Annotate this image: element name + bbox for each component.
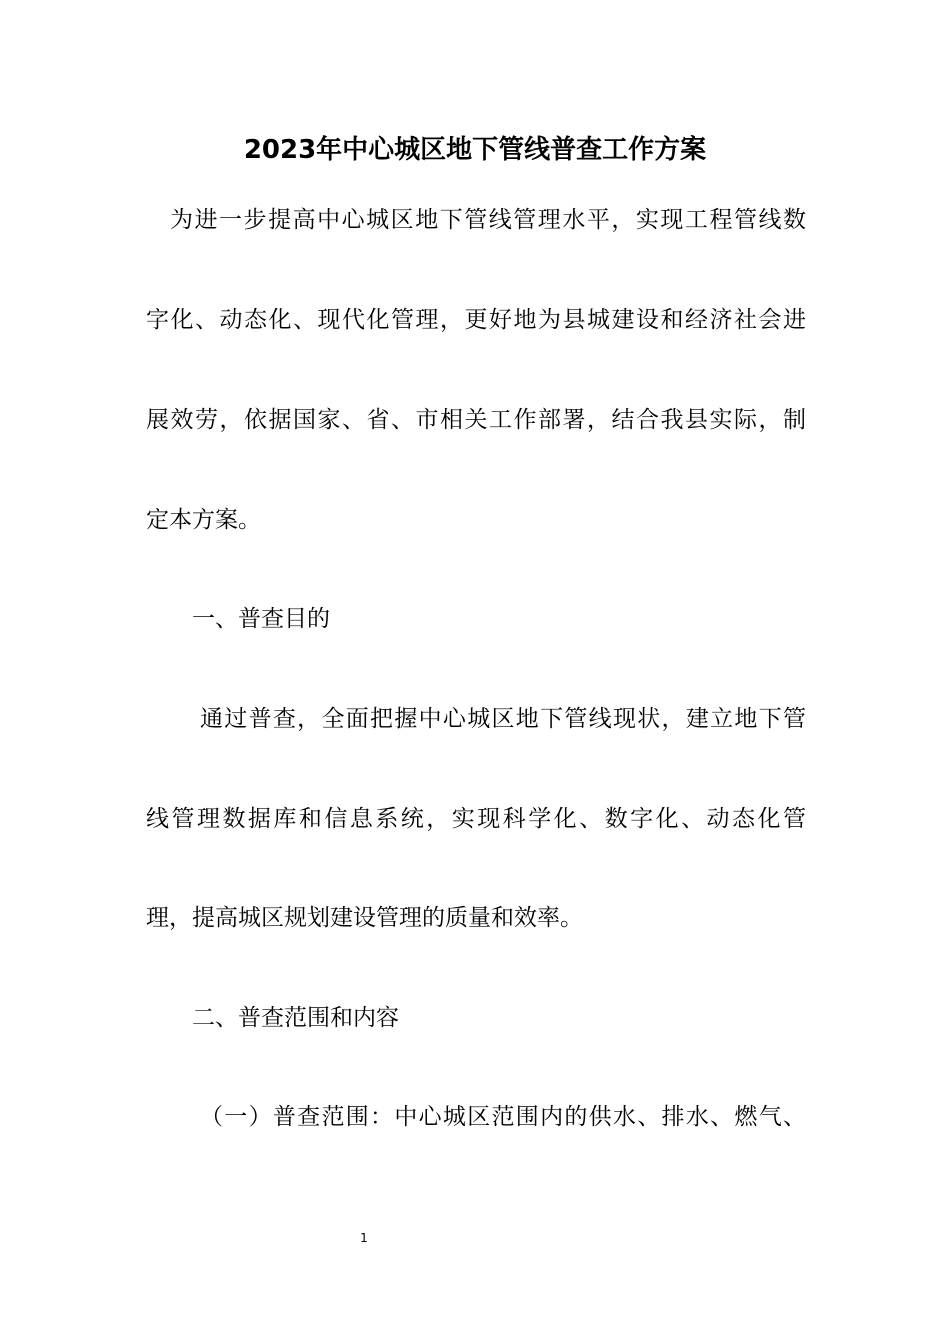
paragraph-2-line-3: 理，提高城区规划建设管理的质量和效率。	[146, 905, 583, 931]
paragraph-1-line-1: 为进一步提高中心城区地下管线管理水平，实现工程管线数	[170, 207, 806, 233]
document-title: 2023年中心城区地下管线普查工作方案	[243, 135, 707, 165]
page-number: 1	[360, 1231, 368, 1245]
paragraph-2-line-2: 线管理数据库和信息系统，实现科学化、数字化、动态化管	[146, 806, 806, 832]
paragraph-2-line-1: 通过普查，全面把握中心城区地下管线现状，建立地下管	[200, 706, 806, 732]
paragraph-1-line-2: 字化、动态化、现代化管理，更好地为县城建设和经济社会进	[146, 307, 806, 333]
paragraph-1-line-4: 定本方案。	[146, 507, 261, 533]
paragraph-1-line-3: 展效劳，依据国家、省、市相关工作部署，结合我县实际，制	[146, 407, 806, 433]
paragraph-3-line-1: （一）普查范围：中心城区范围内的供水、排水、燃气、	[200, 1104, 806, 1130]
section-heading-scope: 二、普查范围和内容	[192, 1005, 399, 1031]
section-heading-purpose: 一、普查目的	[192, 606, 330, 632]
